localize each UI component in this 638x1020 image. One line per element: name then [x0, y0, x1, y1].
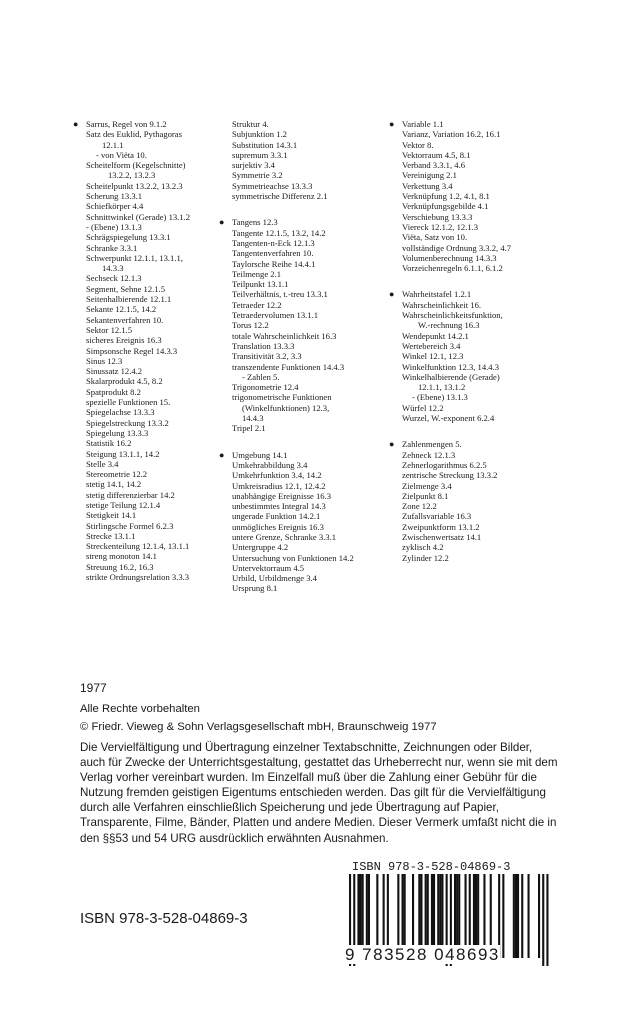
index-entry: Struktur 4.: [232, 119, 269, 129]
index-entry: Untersuchung von Funktionen 14.2: [232, 552, 354, 563]
index-entry: Winkel 12.1, 12.3: [402, 351, 464, 362]
index-group: [219, 217, 404, 434]
index-entry: trigonometrische Funktionen: [232, 392, 332, 403]
index-entry: Verknüpfung 1.2, 4.1, 8.1: [402, 191, 490, 202]
index-entry: Sechseck 12.1.3: [86, 273, 142, 284]
index-entry: Tetraeder 12.2: [232, 299, 282, 310]
index-entry: streng monoton 14.1: [86, 551, 157, 562]
index-group: [389, 119, 562, 274]
index-entry: strikte Ordnungsrelation 3.3.3: [86, 572, 190, 583]
index-entry: Streckenteilung 12.1.4, 13.1.1: [86, 541, 190, 552]
index-entry: Symmetrieachse 13.3.3: [232, 180, 313, 191]
index-entry: Tangentenverfahren 10.: [232, 248, 314, 259]
barcode-digits-text: 9 783528 048693: [345, 945, 500, 964]
index-entry: Zielmenge 3.4: [402, 480, 452, 491]
index-entry: stetige Teilung 12.1.4: [86, 499, 161, 510]
isbn-text: ISBN 978-3-528-04869-3: [80, 910, 248, 927]
bullet-icon: ●: [389, 119, 395, 129]
bullet-icon: ●: [219, 449, 225, 460]
index-entry: Winkelfunktion 12.3, 14.4.3: [402, 361, 500, 372]
index-entry: - von Viëta 10.: [96, 149, 147, 160]
index-entry: Schrägspiegelung 13.3.1: [86, 232, 171, 243]
index-entry: Ursprung 8.1: [232, 583, 278, 594]
index-entry: Torus 12.2: [232, 320, 269, 331]
index-entry: Zehnerlogarithmus 6.2.5: [402, 459, 487, 470]
index-entry: Schwerpunkt 12.1.1, 13.1.1,: [86, 252, 183, 263]
index-column-3: [389, 119, 562, 563]
index-entry: Verkettung 3.4: [402, 180, 453, 191]
index-entry: Zufallsvariable 16.3: [402, 511, 472, 522]
index-entry: surjektiv 3.4: [232, 160, 275, 171]
index-entry: stetig differenzierbar 14.2: [86, 489, 175, 500]
index-entry: Volumenberechnung 14.3.3: [402, 252, 497, 263]
index-entry: vollständige Ordnung 3.3.2, 4.7: [402, 242, 512, 253]
index-entry: Untergruppe 4.2: [232, 542, 289, 553]
index-column-2: [219, 119, 404, 594]
index-entry: 12.1.1, 13.1.2: [418, 382, 466, 393]
index-entry: Viëta, Satz von 10.: [402, 232, 468, 243]
index-entry: Stetigkeit 14.1: [86, 510, 137, 521]
index-entry: Sarrus, Regel von 9.1.2: [86, 119, 167, 129]
index-entry: stetig 14.1, 14.2: [86, 479, 142, 490]
index-group: [73, 119, 244, 583]
index-entry: Würfel 12.2: [402, 402, 444, 413]
index-entry: sicheres Ereignis 16.3: [86, 335, 162, 346]
index-entry: Schiefkörper 4.4: [86, 201, 144, 212]
index-entry: Sinus 12.3: [86, 355, 123, 366]
index-entry: Transitivität 3.2, 3.3: [232, 351, 302, 362]
index-entry: Scheitelform (Kegelschnitte): [86, 160, 186, 171]
index-entry: Skalarprodukt 4.5, 8.2: [86, 376, 163, 387]
index-entry: Statistik 16.2: [86, 438, 132, 449]
index-entry: transzendente Funktionen 14.4.3: [232, 361, 345, 372]
index-entry: - (Ebene) 13.1.3: [412, 392, 468, 403]
index-entry: Vektorraum 4.5, 8.1: [402, 149, 471, 160]
index-entry: Symmetrie 3.2: [232, 170, 283, 181]
index-entry: spezielle Funktionen 15.: [86, 397, 171, 408]
index-entry: unbestimmtes Integral 14.3: [232, 501, 326, 512]
index-entry: Teilmenge 2.1: [232, 268, 282, 279]
index-entry: Sektor 12.1.5: [86, 324, 133, 335]
index-entry: 14.4.3: [242, 413, 264, 424]
index-entry: unmögliches Ereignis 16.3: [232, 521, 324, 532]
index-entry: Trigonometrie 12.4: [232, 382, 299, 393]
index-entry: Translation 13.3.3: [232, 340, 295, 351]
index-entry: Wahrscheinlichkeit 16.: [402, 299, 482, 310]
index-entry: Tangenten-n-Eck 12.1.3: [232, 237, 315, 248]
index-entry: Sinussatz 12.4.2: [86, 366, 143, 377]
index-entry: Stereometrie 12.2: [86, 469, 148, 480]
index-entry: Substitution 14.3.1: [232, 139, 298, 150]
index-entry: Wahrscheinlichkeitsfunktion,: [402, 310, 503, 321]
bullet-icon: ●: [389, 439, 395, 450]
index-entry: 14.3.3: [102, 263, 124, 274]
index-entry: Umkehrfunktion 3.4, 14.2: [232, 470, 322, 481]
index-entry: Zahlenmengen 5.: [402, 439, 462, 450]
index-entry: supremum 3.3.1: [232, 149, 288, 160]
index-entry: Strecke 13.1.1: [86, 530, 136, 541]
index-entry: Vektor 8.: [402, 139, 434, 150]
index-entry: Satz des Euklid, Pythagoras: [86, 129, 182, 140]
index-entry: 12.1.1: [102, 139, 124, 150]
index-entry: Streuung 16.2, 16.3: [86, 561, 154, 572]
index-entry: Sekante 12.1.5, 14.2: [86, 304, 157, 315]
index-entry: Verknüpfungsgebilde 4.1: [402, 201, 489, 212]
index-entry: Simpsonsche Regel 14.3.3: [86, 345, 178, 356]
bullet-icon: ●: [389, 289, 395, 300]
copyright-line: © Friedr. Vieweg & Sohn Verlagsgesellschaft mbH, Braunschweig 1977: [80, 721, 437, 733]
index-entry: Scheitelpunkt 13.2.2, 13.2.3: [86, 180, 183, 191]
index-entry: Teilverhältnis, t.-treu 13.3.1: [232, 289, 328, 300]
index-entry: Winkelhalbierende (Gerade): [402, 371, 500, 382]
index-entry: Viereck 12.1.2, 12.1.3: [402, 221, 479, 232]
index-entry: Spiegelstreckung 13.3.2: [86, 417, 169, 428]
index-entry: Spiegelung 13.3.3: [86, 427, 149, 438]
index-group: [389, 289, 562, 424]
index-entry: Varianz, Variation 16.2, 16.1: [402, 129, 501, 140]
index-entry: Tetraedervolumen 13.1.1: [232, 310, 319, 321]
index-entry: Sekantenverfahren 10.: [86, 314, 164, 325]
index-entry: Stelle 3.4: [86, 458, 119, 469]
index-entry: untere Grenze, Schranke 3.3.1: [232, 531, 337, 542]
index-entry: (Winkelfunktionen) 12.3,: [242, 402, 330, 413]
index-entry: Zehneck 12.1.3: [402, 449, 456, 460]
index-entry: W.-rechnung 16.3: [418, 320, 480, 331]
index-entry: Wurzel, W.-exponent 6.2.4: [402, 413, 495, 424]
index-entry: symmetrische Differenz 2.1: [232, 191, 328, 202]
index-entry: Wendepunkt 14.2.1: [402, 330, 469, 341]
index-entry: Steigung 13.1.1, 14.2: [86, 448, 160, 459]
index-entry: zentrische Streckung 13.3.2: [402, 470, 498, 481]
index-entry: Taylorsche Reihe 14.4.1: [232, 258, 316, 269]
bullet-icon: ●: [73, 119, 79, 129]
index-entry: Schnittwinkel (Gerade) 13.1.2: [86, 211, 191, 222]
index-entry: Umkehrabbildung 3.4: [232, 459, 308, 470]
barcode-isbn-label: ISBN 978-3-528-04869-3: [352, 860, 511, 874]
index-entry: Tangens 12.3: [232, 217, 278, 228]
index-entry: Zweipunktform 13.1.2: [402, 521, 480, 532]
index-entry: Seitenhalbierende 12.1.1: [86, 294, 172, 305]
index-entry: Wertebereich 3.4: [402, 340, 461, 351]
index-entry: Vorzeichenregeln 6.1.1, 6.1.2: [402, 263, 503, 274]
index-group: [389, 439, 562, 563]
index-entry: - Zahlen 5.: [242, 371, 280, 382]
index-entry: 13.2.2, 13.2.3: [108, 170, 156, 181]
index-entry: Wahrheitstafel 1.2.1: [402, 289, 472, 300]
index-entry: Zylinder 12.2: [402, 552, 449, 563]
index-group: [219, 449, 404, 594]
index-entry: Teilpunkt 13.1.1: [232, 279, 289, 290]
index-entry: Untervektorraum 4.5: [232, 562, 305, 573]
copyright-notice: Die Vervielfältigung und Übertragung einzelner Textabschnitte, Zeichnungen oder Bilder, auch für Zwecke der Unterrichtsgestaltung, gestattet das Urheberrecht nur, wenn sie mit dem Verlag vorher vereinbart wurden. Im Einzelfall muß über die Zahlung einer Gebühr für die Nutzung fremden geistigen Eigentums entschieden werden. Das gilt für die Vervielfältigung durch alle Verfahren einschließlich Speicherung und jede Übertragung auf Papier, Transparente, Filme, Bänder, Platten und andere Medien. Dieser Vermerk umfaßt nicht die in den §§53 und 54 URG ausdrücklich erwähnten Ausnahmen.: [80, 741, 558, 845]
index-entry: totale Wahrscheinlichkeit 16.3: [232, 330, 337, 341]
index-entry: zyklisch 4.2: [402, 542, 444, 553]
index-entry: Zone 12.2: [402, 501, 437, 512]
index-entry: Tangente 12.1.5, 13.2, 14.2: [232, 227, 326, 238]
rights-reserved: Alle Rechte vorbehalten: [80, 703, 200, 715]
bullet-icon: ●: [219, 217, 225, 228]
index-column-1: [73, 119, 244, 583]
index-group: [232, 119, 404, 201]
index-entry: Umkreisradius 12.1, 12.4.2: [232, 480, 326, 491]
index-entry: Variable 1.1: [402, 119, 444, 129]
index-entry: Zielpunkt 8.1: [402, 490, 449, 501]
index-entry: - (Ebene) 13.1.3: [86, 221, 142, 232]
index-entry: Schranke 3.3.1: [86, 242, 138, 253]
index-entry: Urbild, Urbildmenge 3.4: [232, 573, 317, 584]
index-entry: Vereinigung 2.1: [402, 170, 457, 181]
publication-year: 1977: [80, 681, 107, 695]
index-entry: Verschiebung 13.3.3: [402, 211, 473, 222]
index-entry: Scherung 13.3.1: [86, 191, 143, 202]
index-entry: unabhängige Ereignisse 16.3: [232, 490, 332, 501]
barcode-digits: [345, 945, 555, 965]
index-entry: Stirlingsche Formel 6.2.3: [86, 520, 174, 531]
index-entry: Umgebung 14.1: [232, 449, 288, 460]
index-entry: Segment, Sehne 12.1.5: [86, 283, 166, 294]
index-entry: Spatprodukt 8.2: [86, 386, 141, 397]
index-entry: Spiegelachse 13.3.3: [86, 407, 155, 418]
index-entry: Subjunktion 1.2: [232, 129, 287, 140]
index-entry: Zwischenwertsatz 14.1: [402, 531, 482, 542]
index-entry: Tripel 2.1: [232, 423, 266, 434]
index-entry: Verband 3.3.1, 4.6: [402, 160, 466, 171]
index-entry: ungerade Funktion 14.2.1: [232, 511, 321, 522]
